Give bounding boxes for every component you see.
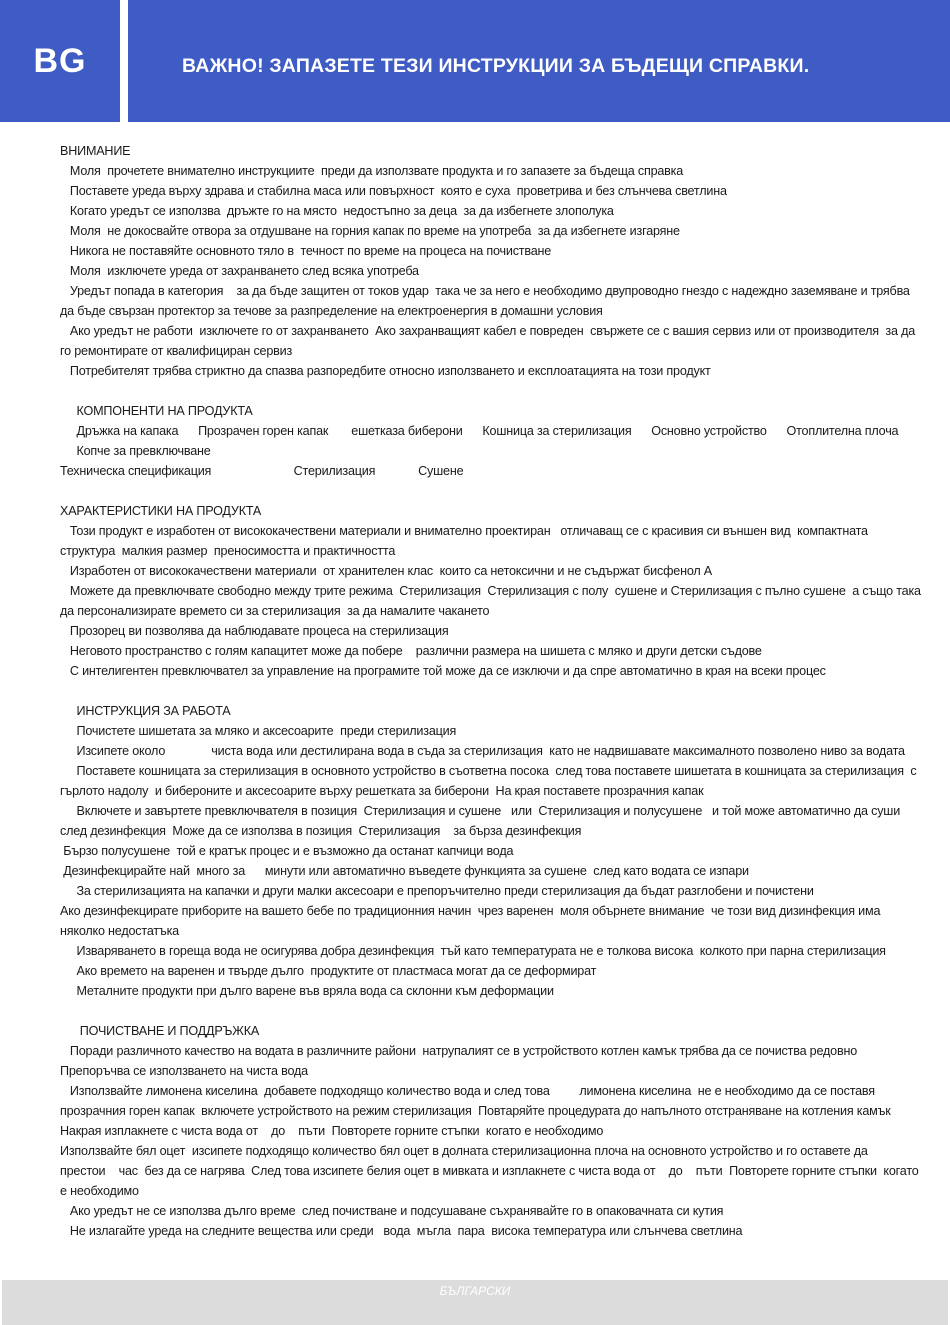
- text-line: Почистете шишетата за мляко и аксесоарите преди стерилизация: [60, 724, 457, 738]
- text-line: Дръжка на капака Прозрачен горен капак ешетказа биберони Кошница за стерилизация Основно устройство Отоплителна плоча: [60, 424, 899, 438]
- text-line: Бързо полусушене той е кратък процес и е възможно да останат капчици вода: [60, 844, 514, 858]
- operation-section: [60, 701, 917, 1001]
- page-footer: [2, 1280, 948, 1325]
- page-header: [0, 0, 950, 122]
- language-code-badge: BG: [33, 41, 87, 80]
- text-line: Изработен от висококачествени материали от хранителен клас които са нетоксични и не съдържат бисфенол А: [60, 564, 712, 578]
- text-line: Дезинфекцирайте най много за минути или автоматично въведете функцията за сушене след като водата се изпари: [60, 864, 749, 878]
- section-heading: ИНСТРУКЦИЯ ЗА РАБОТА: [60, 704, 231, 718]
- text-line: Потребителят трябва стриктно да спазва разпоредбите относно използването и експлоатацията на този продукт: [60, 364, 711, 378]
- text-line: Уредът попада в категория за да бъде защитен от токов удар така че за него е необходимо двупроводно гнездо с надеждно заземяване и трябва: [60, 284, 910, 298]
- text-line: Поставете кошницата за стерилизация в основното устройство в съответна посока след това поставете шишетата в кошницата за стерилизация с: [60, 764, 917, 778]
- text-line: гърлото надолу и бибероните и аксесоарите върху решетката за биберони На края поставете прозрачния капак: [60, 784, 704, 798]
- text-line: Копче за превключване: [60, 444, 211, 458]
- warning-section: [60, 141, 916, 381]
- text-line: след дезинфекция Може да се използва в позиция Стерилизация за бърза дезинфекция: [60, 824, 582, 838]
- text-line: Моля не докосвайте отвора за отдушване на горния капак по време на употреба за да избегнете изгаряне: [60, 224, 680, 238]
- text-line: Ако уредът не работи изключете го от захранването Ако захранващият кабел е повреден свържете се с вашия сервиз или от производителя за да: [60, 324, 916, 338]
- text-line: Използвайте лимонена киселина добавете подходящо количество вода и след това лимонена киселина не е необходимо да се поставя: [60, 1084, 875, 1098]
- text-line: прозрачния горен капак включете устройството на режим стерилизация Повтаряйте процедурата до напълното отстраняване на котления камък: [60, 1104, 891, 1118]
- components-section: [60, 401, 899, 481]
- text-line: е необходимо: [60, 1184, 139, 1198]
- text-line: Ако уредът не се използва дълго време след почистване и подсушаване съхранявайте го в опаковачната си кутия: [60, 1204, 724, 1218]
- text-line: Прозорец ви позволява да наблюдавате процеса на стерилизация: [60, 624, 449, 638]
- page-title: ВАЖНО! ЗАПАЗЕТЕ ТЕЗИ ИНСТРУКЦИИ ЗА БЪДЕЩИ СПРАВКИ.: [182, 55, 810, 77]
- text-line: да персонализирате времето си за стерилизация за да намалите чакането: [60, 604, 490, 618]
- text-line: Можете да превключвате свободно между трите режима Стерилизация Стерилизация с полу сушене и Стерилизация с пълно сушене а също така: [60, 584, 921, 598]
- text-line: Неговото пространство с голям капацитет може да побере различни размера на шишета с мляко и други детски съдове: [60, 644, 762, 658]
- text-line: Ако времето на варенен и твърде дълго продуктите от пластмаса могат да се деформират: [60, 964, 597, 978]
- section-gap: [60, 481, 888, 501]
- section-heading: ПОЧИСТВАНЕ И ПОДДРЪЖКА: [60, 1024, 260, 1038]
- section-gap: [60, 681, 888, 701]
- text-line: Моля изключете уреда от захранването след всяка употреба: [60, 264, 419, 278]
- text-line: Металните продукти при дълго варене във вряла вода са склонни към деформации: [60, 984, 554, 998]
- text-line: Поставете уреда върху здрава и стабилна маса или повърхност която е суха проветрива и без слънчева светлина: [60, 184, 727, 198]
- text-line: Ако дезинфекцирате приборите на вашето бебе по традиционния начин чрез варенен моля обърнете внимание че този вид дизинфекция има: [60, 904, 881, 918]
- section-gap: [60, 1001, 888, 1021]
- footer-language-label: БЪЛГАРСКИ: [439, 1284, 511, 1298]
- text-line: структура малкия размер преносимостта и практичността: [60, 544, 396, 558]
- document-body: [60, 141, 921, 1241]
- section-heading: ХАРАКТЕРИСТИКИ НА ПРОДУКТА: [60, 504, 262, 518]
- cleaning-section: [60, 1021, 919, 1241]
- text-line: Препоръчва се използването на чиста вода: [60, 1064, 308, 1078]
- text-line: да бъде свързан протектор за течове за разпределение на електроенергия в домашни условия: [60, 304, 603, 318]
- text-line: Изваряването в гореща вода не осигурява добра дезинфекция тъй като температурата не е толкова висока колкото при парна стерилизация: [60, 944, 886, 958]
- text-line: Този продукт е изработен от висококачествени материали и внимателно проектиран отличаващ се с красивия си външен вид компактната: [60, 524, 868, 538]
- text-line: Не излагайте уреда на следните вещества или среди вода мъгла пара висока температура или слънчева светлина: [60, 1224, 743, 1238]
- section-heading: КОМПОНЕНТИ НА ПРОДУКТА: [60, 404, 253, 418]
- text-line: Моля прочетете внимателно инструкциите преди да използвате продукта и го запазете за бъдеща справка: [60, 164, 684, 178]
- text-line: Включете и завъртете превключвателя в позиция Стерилизация и сушене или Стерилизация и полусушене и той може автоматично да суши: [60, 804, 901, 818]
- text-line: Изсипете около чиста вода или дестилирана вода в съда за стерилизация като не надвишавате максималното позволено ниво за водата: [60, 744, 905, 758]
- text-line: Техническа спецификация Стерилизация Сушене: [60, 464, 464, 478]
- text-line: няколко недостатъка: [60, 924, 179, 938]
- text-line: За стерилизацията на капачки и други малки аксесоари е препоръчително преди стерилизация да бъдат разглобени и почистени: [60, 884, 814, 898]
- text-line: С интелигентен превключвател за управление на програмите той може да се изключи и да спре автоматично в края на всеки процес: [60, 664, 826, 678]
- text-line: Използвайте бял оцет изсипете подходящо количество бял оцет в долната стерилизационна плоча на основното устройство и го оставете да: [60, 1144, 868, 1158]
- text-line: Когато уредът се използва дръжте го на място недостъпно за деца за да избегнете злополука: [60, 204, 614, 218]
- header-divider: [120, 0, 128, 122]
- text-line: Накрая изплакнете с чиста вода от до пъти Повторете горните стъпки когато е необходимо: [60, 1124, 604, 1138]
- text-line: го ремонтирате от квалифициран сервиз: [60, 344, 293, 358]
- text-line: Поради различното качество на водата в различните райони натрупалият се в устройството котлен камък трябва да се почиства редовно: [60, 1044, 858, 1058]
- features-section: [60, 501, 921, 681]
- section-gap: [60, 381, 888, 401]
- section-heading: ВНИМАНИЕ: [60, 144, 131, 158]
- text-line: престои час без да се нагрява След това изсипете белия оцет в мивката и изплакнете с чиста вода от до пъти Повторете горните стъпки когато: [60, 1164, 919, 1178]
- text-line: Никога не поставяйте основното тяло в течност по време на процеса на почистване: [60, 244, 552, 258]
